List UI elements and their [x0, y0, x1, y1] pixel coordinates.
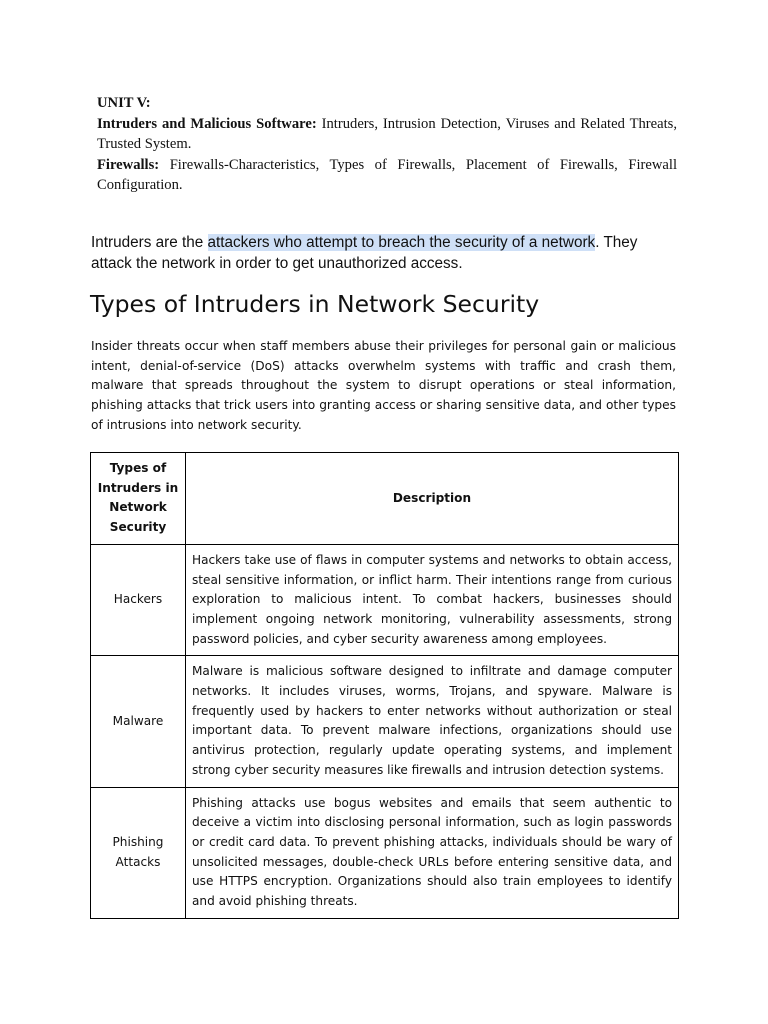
- intruder-types-table: [90, 452, 679, 919]
- highlighted-text[interactable]: attackers who attempt to breach the security of a network: [207, 234, 596, 251]
- topic-items: Firewalls-Characteristics, Types of Firewalls, Placement of Firewalls, Firewall Configuration.: [97, 156, 677, 193]
- unit-topic-firewalls: [97, 155, 677, 196]
- table-row: [91, 544, 679, 656]
- table-row: [91, 656, 679, 787]
- unit-label: UNIT V:: [97, 95, 151, 111]
- topic-title: Firewalls:: [97, 156, 160, 173]
- topic-title: Intruders and Malicious Software:: [97, 115, 317, 132]
- unit-syllabus: [97, 93, 677, 196]
- intro-paragraph: [91, 232, 678, 274]
- header-description: Description: [186, 453, 679, 545]
- header-types: Types of Intruders in Network Security: [91, 453, 186, 545]
- unit-topic-intruders: [97, 114, 677, 155]
- intruder-description: Hackers take use of flaws in computer systems and networks to obtain access, steal sensitive information, or inflict harm. Their intentions range from curious exploration to malicious intent. To combat hackers, businesses should implement ongoing network monitoring, vulnerability assessments, strong password policies, and cyber security awareness among employees.: [186, 544, 679, 656]
- intro-text-after: . They attack the network in order to get unauthorized access.: [91, 234, 638, 272]
- section-heading: Types of Intruders in Network Security: [90, 290, 540, 318]
- intruder-name: Malware: [91, 656, 186, 787]
- intruder-name: Phishing Attacks: [91, 787, 186, 918]
- intruder-name: Hackers: [91, 544, 186, 656]
- intro-text-before: Intruders are the: [91, 234, 208, 251]
- table-row: [91, 787, 679, 918]
- intruder-description: Phishing attacks use bogus websites and emails that seem authentic to deceive a victim into disclosing personal information, such as login passwords or credit card data. To prevent phishing attacks, individuals should be wary of unsolicited messages, double-check URLs before entering sensitive data, and use HTTPS encryption. Organizations should also train employees to identify and avoid phishing threats.: [186, 787, 679, 918]
- topic-items: Intruders, Intrusion Detection, Viruses and Related Threats, Trusted System.: [97, 115, 677, 152]
- insider-threats-paragraph: Insider threats occur when staff members abuse their privileges for personal gain or malicious intent, denial-of-service (DoS) attacks overwhelm systems with traffic and crash them, malware that spreads throughout the system to disrupt operations or steal information, phishing attacks that trick users into granting access or sharing sensitive data, and other types of intrusions into network security.: [91, 339, 676, 432]
- intruder-description: Malware is malicious software designed to infiltrate and damage computer networks. It includes viruses, worms, Trojans, and spyware. Malware is frequently used by hackers to enter networks without authorization or steal important data. To prevent malware infections, organizations should use antivirus protection, regularly update operating systems, and implement strong cyber security measures like firewalls and intrusion detection systems.: [186, 656, 679, 787]
- table-header-row: [91, 453, 679, 545]
